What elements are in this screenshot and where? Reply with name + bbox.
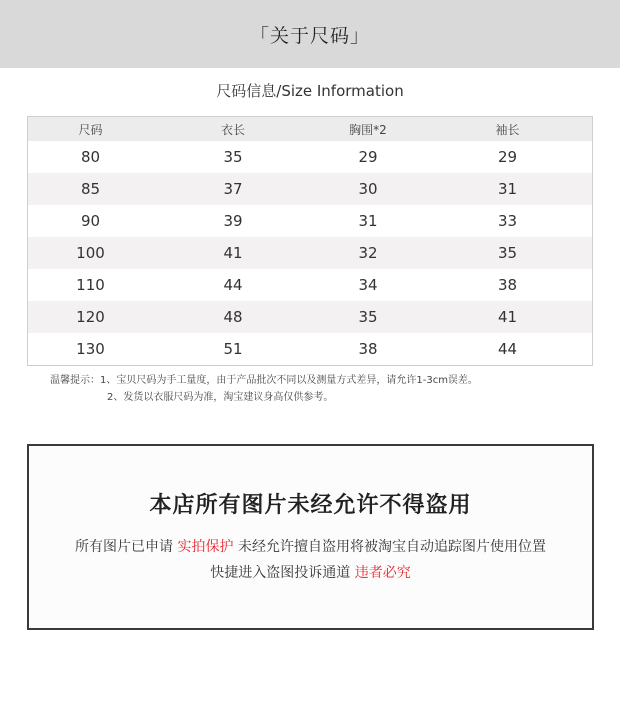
cell-size: 110 xyxy=(76,276,105,294)
size-notes xyxy=(50,372,478,406)
table-row xyxy=(28,205,592,237)
cell-length: 41 xyxy=(223,244,243,262)
banner-title: 「关于尺码」 xyxy=(249,24,370,47)
table-row xyxy=(28,237,592,269)
cell-length: 48 xyxy=(223,308,243,326)
cell-length: 51 xyxy=(223,340,243,358)
cell-length: 39 xyxy=(223,212,243,230)
cell-length: 37 xyxy=(223,180,243,198)
table-row xyxy=(28,301,592,333)
cell-chest: 31 xyxy=(358,212,378,230)
header-length: 衣长 xyxy=(220,122,245,137)
note-line-1: 温馨提示：1、宝贝尺码为手工量度，由于产品批次不同以及测量方式差异，请允许1-3cm误差。 xyxy=(50,375,478,386)
cell-sleeve: 29 xyxy=(497,148,518,166)
cell-sleeve: 33 xyxy=(497,212,518,230)
cell-size: 90 xyxy=(80,212,101,230)
size-info-subtitle: 尺码信息/Size Information xyxy=(216,82,404,100)
header-sleeve: 袖长 xyxy=(495,122,520,137)
cell-size: 85 xyxy=(80,180,101,198)
cell-size: 120 xyxy=(76,308,105,326)
cell-chest: 29 xyxy=(358,148,378,166)
size-banner xyxy=(0,0,620,68)
notice-highlight-protection: 实拍保护 xyxy=(177,539,234,555)
notice-line-1-pre: 所有图片已申请 xyxy=(75,539,178,555)
cell-sleeve: 35 xyxy=(497,244,518,262)
header-size: 尺码 xyxy=(78,122,103,137)
cell-length: 35 xyxy=(223,148,243,166)
cell-size: 80 xyxy=(80,148,101,166)
note-line-2: 2、发货以衣服尺码为准，淘宝建议身高仅供参考。 xyxy=(107,392,334,403)
cell-sleeve: 44 xyxy=(497,340,518,358)
cell-sleeve: 31 xyxy=(497,180,518,198)
notice-highlight-warning: 违者必究 xyxy=(354,565,411,581)
cell-chest: 35 xyxy=(358,308,378,326)
cell-length: 44 xyxy=(223,276,243,294)
cell-chest: 34 xyxy=(358,276,378,294)
size-table xyxy=(27,116,593,366)
notice-line-2-pre: 快捷进入盗图投诉通道 xyxy=(210,565,355,581)
cell-chest: 38 xyxy=(358,340,378,358)
notice-heading: 本店所有图片未经允许不得盗用 xyxy=(149,493,472,518)
table-header-row xyxy=(28,117,592,141)
notice-line-1-post: 未经允许擅自盗用将被淘宝自动追踪图片使用位置 xyxy=(233,539,546,555)
cell-size: 100 xyxy=(76,244,105,262)
table-row xyxy=(28,173,592,205)
table-row xyxy=(28,269,592,301)
header-chest: 胸围*2 xyxy=(349,122,387,137)
notice-line-2 xyxy=(29,562,592,582)
table-row xyxy=(28,141,592,173)
notice-line-1 xyxy=(29,536,592,556)
copyright-notice-box xyxy=(27,444,594,630)
table-row xyxy=(28,333,592,365)
cell-size: 130 xyxy=(76,340,105,358)
cell-chest: 32 xyxy=(358,244,378,262)
cell-sleeve: 41 xyxy=(497,308,518,326)
cell-chest: 30 xyxy=(358,180,378,198)
cell-sleeve: 38 xyxy=(497,276,518,294)
